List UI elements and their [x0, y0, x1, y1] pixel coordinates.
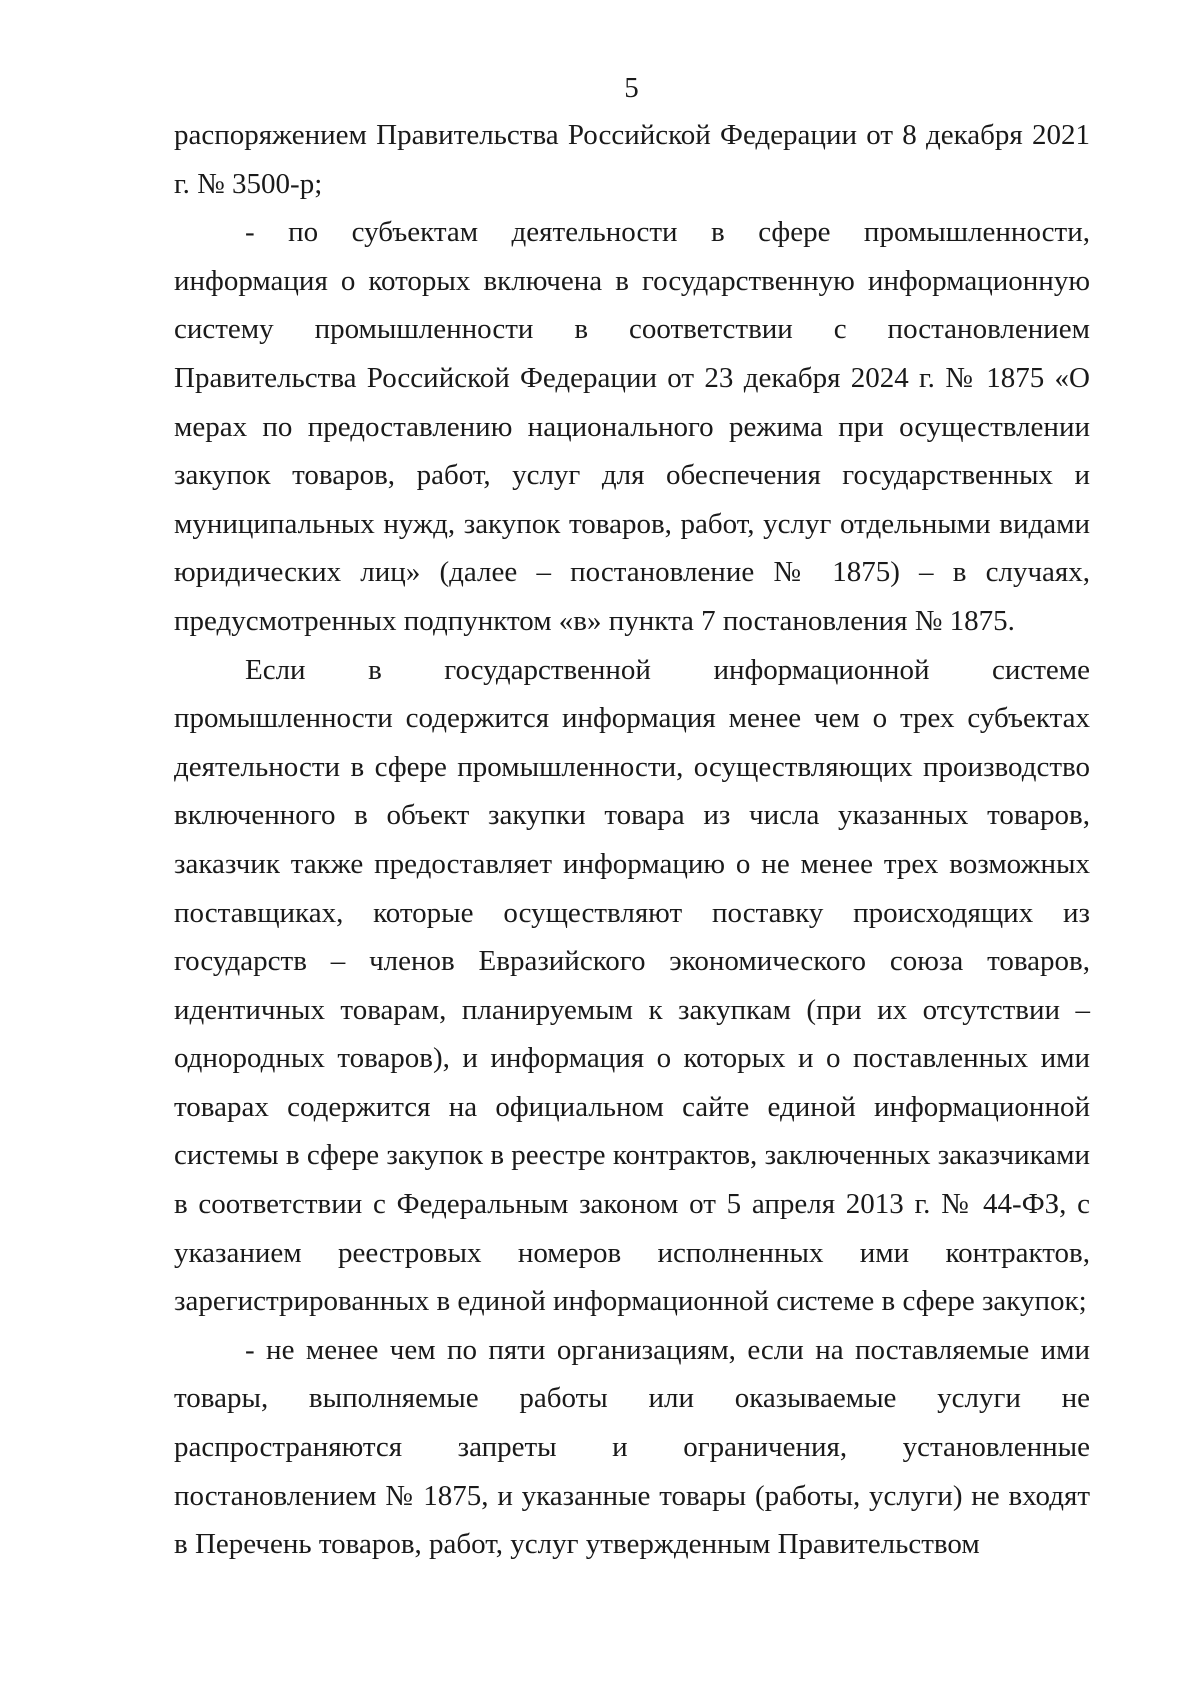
paragraph-less-than-three: Если в государственной информационной системе промышленности содержится информация менее чем о трех субъектах деятельности в сфере промышленности, осуществляющих производство включенного в объект закупки товара из числа указанных товаров, заказчик также предоставляет информацию о не менее трех возможных поставщиках, которые осуществляют поставку происходящих из государств – членов Евразийского экономического союза товаров, идентичных товарам, планируемым к закупкам (при их отсутствии – однородных товаров), и информация о которых и о поставленных ими товарах содержится на официальном сайте единой информационной системы в сфере закупок в реестре контрактов, заключенных заказчиками в соответствии с Федеральным законом от 5 апреля 2013 г. № 44-ФЗ, с указанием реестровых номеров исполненных ими контрактов, зарегистрированных в единой информационной системе в сфере закупок; — [174, 653, 1090, 1318]
paragraph-continuation: распоряжением Правительства Российской Федерации от 8 декабря 2021 г. № 3500-р; — [174, 119, 1090, 200]
page-number: 5 — [624, 72, 639, 104]
paragraph-five-organizations: - не менее чем по пяти организациям, если на поставляемые ими товары, выполняемые работы или оказываемые услуги не распространяются запреты и ограничения, установленные постановлением № 1875, и указанные товары (работы, услуги) не входят в Перечень товаров, работ, услуг утвержденным Правительством — [174, 1333, 1090, 1561]
paragraph-industry-subjects: - по субъектам деятельности в сфере промышленности, информация о которых включена в государственную информационную систему промышленности в соответствии с постановлением Правительства Российской Федерации от 23 декабря 2024 г. № 1875 «О мерах по предоставлению национального режима при осуществлении закупок товаров, работ, услуг для обеспечения государственных и муниципальных нужд, закупок товаров, работ, услуг отдельными видами юридических лиц» (далее – постановление № 1875) – в случаях, предусмотренных подпунктом «в» пункта 7 постановления № 1875. — [174, 216, 1090, 637]
document-body — [174, 111, 1090, 1569]
